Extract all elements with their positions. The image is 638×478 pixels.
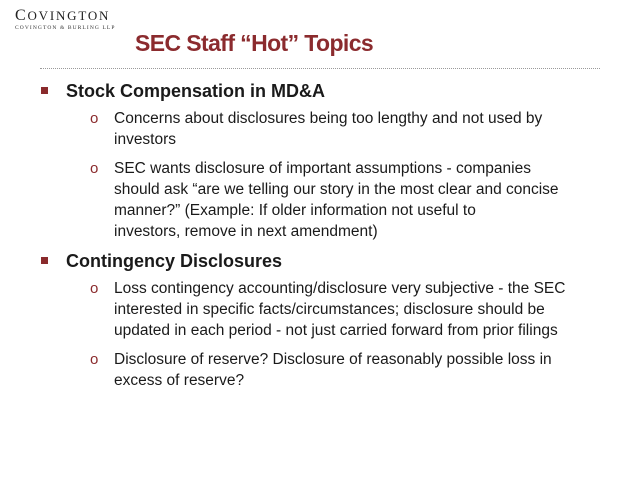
slide-content xyxy=(38,80,603,399)
circle-bullet-icon: o xyxy=(90,160,99,177)
square-bullet-icon xyxy=(41,257,48,264)
sub-list xyxy=(66,108,603,242)
sub-item xyxy=(66,349,603,391)
sub-item-text: Disclosure of reserve? Disclosure of reasonably possible loss in excess of reserve? xyxy=(114,351,552,389)
sub-item xyxy=(66,108,603,150)
logo-wordmark: COVINGTON xyxy=(15,7,111,24)
bullet-stock-compensation xyxy=(38,80,603,242)
sub-item-text: SEC wants disclosure of important assumptions - companies should ask “are we telling our story in the most clear and concise manner?” (Example: If older information not useful to investors, remove in next amendment) xyxy=(114,160,559,240)
bullet-label: Stock Compensation in MD&A xyxy=(66,81,326,101)
circle-bullet-icon: o xyxy=(90,110,99,127)
covington-logo xyxy=(15,9,116,31)
sub-item-text: Concerns about disclosures being too lengthy and not used by investors xyxy=(114,110,543,148)
logo-subtitle: COVINGTON & BURLING LLP xyxy=(15,25,116,31)
title-divider xyxy=(40,68,600,69)
slide-title: SEC Staff “Hot” Topics xyxy=(135,30,374,56)
circle-bullet-icon: o xyxy=(90,280,99,297)
square-bullet-icon xyxy=(41,87,48,94)
sub-list xyxy=(66,278,603,391)
sub-item xyxy=(66,278,603,341)
sub-item xyxy=(66,158,603,242)
circle-bullet-icon: o xyxy=(90,351,99,368)
bullet-contingency-disclosures xyxy=(38,250,603,391)
sub-item-text: Loss contingency accounting/disclosure very subjective - the SEC interested in specific facts/circumstances; disclosure should be updated in each period - not just carried forward from prior filings xyxy=(114,280,566,339)
bullet-label: Contingency Disclosures xyxy=(66,251,283,271)
